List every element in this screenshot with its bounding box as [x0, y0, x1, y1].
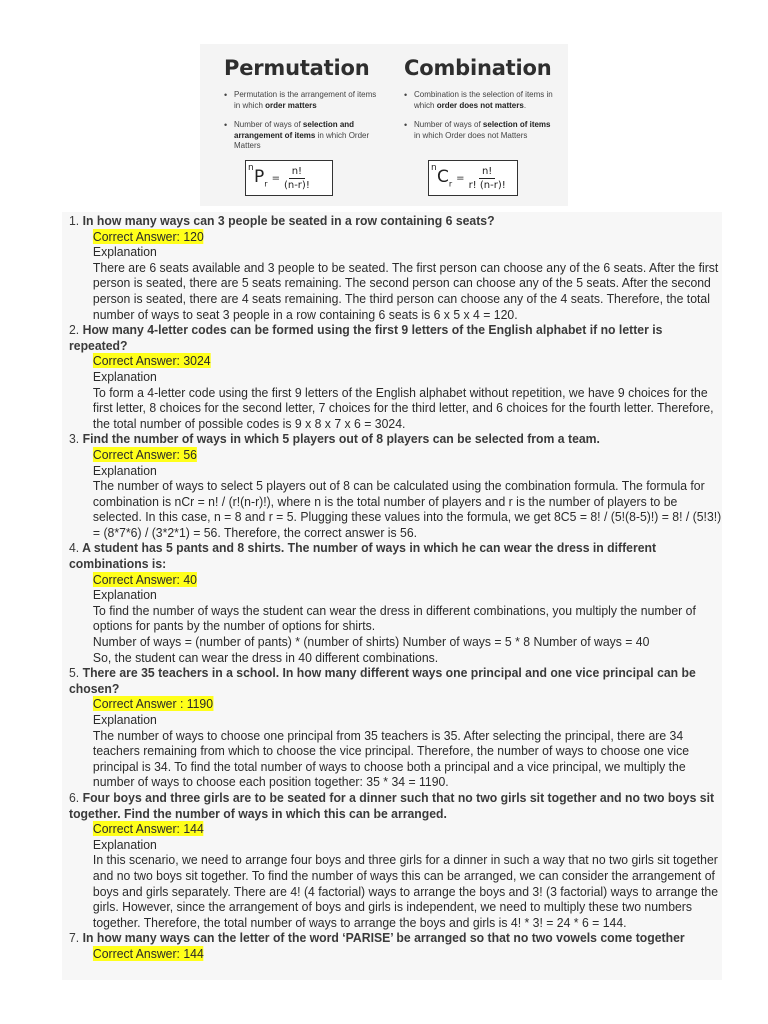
question-number: 5.: [69, 665, 80, 681]
explanation-label: Explanation: [92, 244, 157, 260]
correct-answer: Correct Answer: 40: [92, 571, 197, 587]
question-item: [69, 540, 721, 665]
question-text: 4. A student has 5 pants and 8 shirts. The number of ways in which he can wear the dress in different combinations is:: [69, 540, 657, 572]
question-item: [69, 790, 721, 930]
combination-title: Combination: [404, 56, 552, 80]
explanation-text: There are 6 seats available and 3 people to be seated. The first person can choose any of the 6 seats. After the first person is seated, there are 5 seats remaining. The second person can choose any of the 5 seats. After the second person is seated, there are 4 seats remaining. The third person can choose any of the 4 seats. Therefore, the total number of ways to seat 3 people in a row containing 6 seats is 6 x 5 x 4 = 120.: [92, 259, 719, 322]
explanation-text: So, the student can wear the dress in 40 different combinations.: [92, 649, 439, 665]
permutation-bullet: • Permutation is the arrangement of items in which order matters: [234, 90, 384, 111]
combination-column: [404, 56, 554, 150]
question-item: [69, 930, 721, 961]
combination-bullet: • Combination is the selection of items in which order does not matters.: [414, 90, 554, 111]
correct-answer: Correct Answer: 144: [92, 821, 204, 837]
permutation-bullet: • Number of ways of selection and arrangement of items in which Order Matters: [234, 120, 384, 152]
explanation-label: Explanation: [92, 368, 157, 384]
correct-answer: Correct Answer: 120: [92, 228, 204, 244]
question-number: 7.: [69, 930, 80, 946]
question-item: [69, 322, 721, 431]
question-number: 2.: [69, 322, 80, 338]
combination-bullet: • Number of ways of selection of items in which Order does not Matters: [414, 120, 554, 141]
combination-formula: n $C_r$ = $\frac{n!}{r! (n-r)!}$: [428, 160, 518, 196]
question-number: 3.: [69, 431, 80, 447]
explanation-label: Explanation: [92, 712, 157, 727]
permutation-combination-graphic: [200, 44, 568, 206]
explanation-text: The number of ways to select 5 players out of 8 can be calculated using the combination formula. The formula for combination is nCr = n! / (r!(n-r)!), where n is the total number of players and r is the number of players to be selected. In this case, n = 8 and r = 5. Plugging these values into the formula, we get 8C5 = 8! / (5!(8-5)!) = 8! / (5!3!) = (8*7*6) / (3*2*1) = 56. Therefore, the correct answer is 56.: [92, 478, 722, 540]
correct-answer: Correct Answer : 1190: [92, 696, 214, 712]
explanation-label: Explanation: [92, 587, 157, 603]
question-number: 1.: [69, 213, 80, 228]
correct-answer: Correct Answer: 144: [92, 945, 204, 961]
explanation-text: In this scenario, we need to arrange four boys and three girls for a dinner in such a way that no two girls sit together and no two boys sit together. To find the number of ways this can be arranged, we can consider the arrangement of boys and girls separately. There are 4! (4 factorial) ways to arrange the boys and 3! (3 factorial) ways to arrange the girls. However, since the arrangement of boys and girls is independent, we need to multiply these two numbers together. Therefore, the total number of ways to arrange the boys and girls is 4! * 3! = 24 * 6 = 144.: [92, 852, 719, 930]
explanation-text: The number of ways to choose one principal from 35 teachers is 35. After selecting the principal, there are 34 teachers remaining from which to choose the vice principal. Therefore, the number of ways to choose one vice principal is 34. To find the total number of ways to choose both a principal and a vice principal, we multiply the number of ways to choose each position together: 35 * 34 = 1190.: [92, 727, 690, 790]
question-list: [69, 213, 722, 962]
explanation-text: To form a 4-letter code using the first 9 letters of the English alphabet without repetition, we have 9 choices for the first letter, 8 choices for the second letter, 7 choices for the third letter, and 6 choices for the fourth letter. Therefore, the total number of possible codes is 9 x 8 x 7 x 6 = 3024.: [92, 384, 714, 431]
question-number: 4.: [69, 540, 80, 556]
question-text: 1. In how many ways can 3 people be seated in a row containing 6 seats?: [69, 213, 495, 228]
question-text: 3. Find the number of ways in which 5 players out of 8 players can be selected from a team.: [69, 431, 600, 447]
permutation-column: [224, 56, 384, 161]
explanation-label: Explanation: [92, 836, 157, 852]
correct-answer: Correct Answer: 56: [92, 446, 197, 462]
correct-answer: Correct Answer: 3024: [92, 353, 211, 369]
question-text: 5. There are 35 teachers in a school. In how many different ways one principal and one vice principal can be chosen?: [69, 665, 696, 696]
permutation-bullets: [224, 90, 384, 152]
question-text: 2. How many 4-letter codes can be formed using the first 9 letters of the English alphabet if no letter is repeated?: [69, 322, 663, 353]
question-text: 7. In how many ways can the letter of the word ‘PARISE’ be arranged so that no two vowels come together: [69, 930, 685, 946]
explanation-text: To find the number of ways the student can wear the dress in different combinations, you multiply the number of options for pants by the number of options for shirts.: [92, 602, 696, 634]
question-text: 6. Four boys and three girls are to be seated for a dinner such that no two girls sit together and no two boys sit together. Find the number of ways in which this can be arranged.: [69, 789, 715, 821]
question-item: [69, 431, 721, 540]
combination-bullets: [404, 90, 554, 141]
explanation-label: Explanation: [92, 462, 157, 478]
question-number: 6.: [69, 789, 80, 805]
explanation-text: Number of ways = (number of pants) * (number of shirts) Number of ways = 5 * 8 Number of ways = 40: [92, 634, 650, 650]
permutation-title: Permutation: [224, 56, 370, 80]
question-item: [69, 213, 721, 322]
permutation-formula: n $P_r$ = $\frac{n!}{(n-r)!}$: [245, 160, 333, 196]
question-item: [69, 665, 721, 790]
